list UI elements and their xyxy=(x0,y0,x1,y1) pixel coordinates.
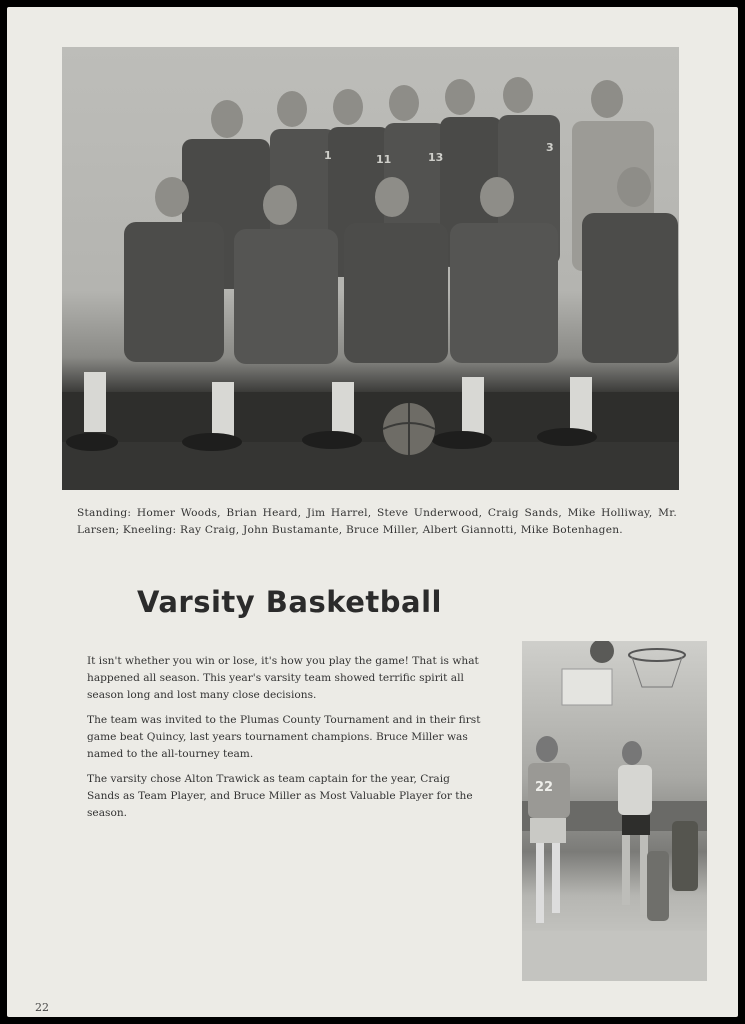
jersey-number: 1 xyxy=(324,149,332,162)
jersey-number: 3 xyxy=(546,141,554,154)
yearbook-page xyxy=(7,7,738,1017)
team-photo-illustration xyxy=(62,47,679,490)
article-body xyxy=(87,653,483,830)
paragraph: The team was invited to the Plumas County Tournament and in their first game beat Quincy, last years tournament champions. Bruce Miller was named to the all-tourney team. xyxy=(87,714,481,760)
game-action-photo xyxy=(522,641,707,981)
game-action-illustration xyxy=(522,641,707,981)
jersey-number: 11 xyxy=(376,153,392,166)
photo-caption: Standing: Homer Woods, Brian Heard, Jim Harrel, Steve Underwood, Craig Sands, Mike Holliway, Mr. Larsen; Kneeling: Ray Craig, John Bustamante, Bruce Miller, Albert Giannotti, Mike Botenhagen. xyxy=(77,507,677,536)
page-title: Varsity Basketball xyxy=(137,585,442,619)
paragraph: It isn't whether you win or lose, it's how you play the game! That is what happened all season. This year's varsity team showed terrific spirit all season long and lost many close decisions. xyxy=(87,655,479,701)
page-number: 22 xyxy=(35,1001,49,1014)
paragraph: The varsity chose Alton Trawick as team captain for the year, Craig Sands as Team Player, and Bruce Miller as Most Valuable Player for the season. xyxy=(87,773,473,819)
team-photo xyxy=(62,47,679,490)
jersey-number: 22 xyxy=(535,780,554,795)
jersey-number: 13 xyxy=(428,151,444,164)
